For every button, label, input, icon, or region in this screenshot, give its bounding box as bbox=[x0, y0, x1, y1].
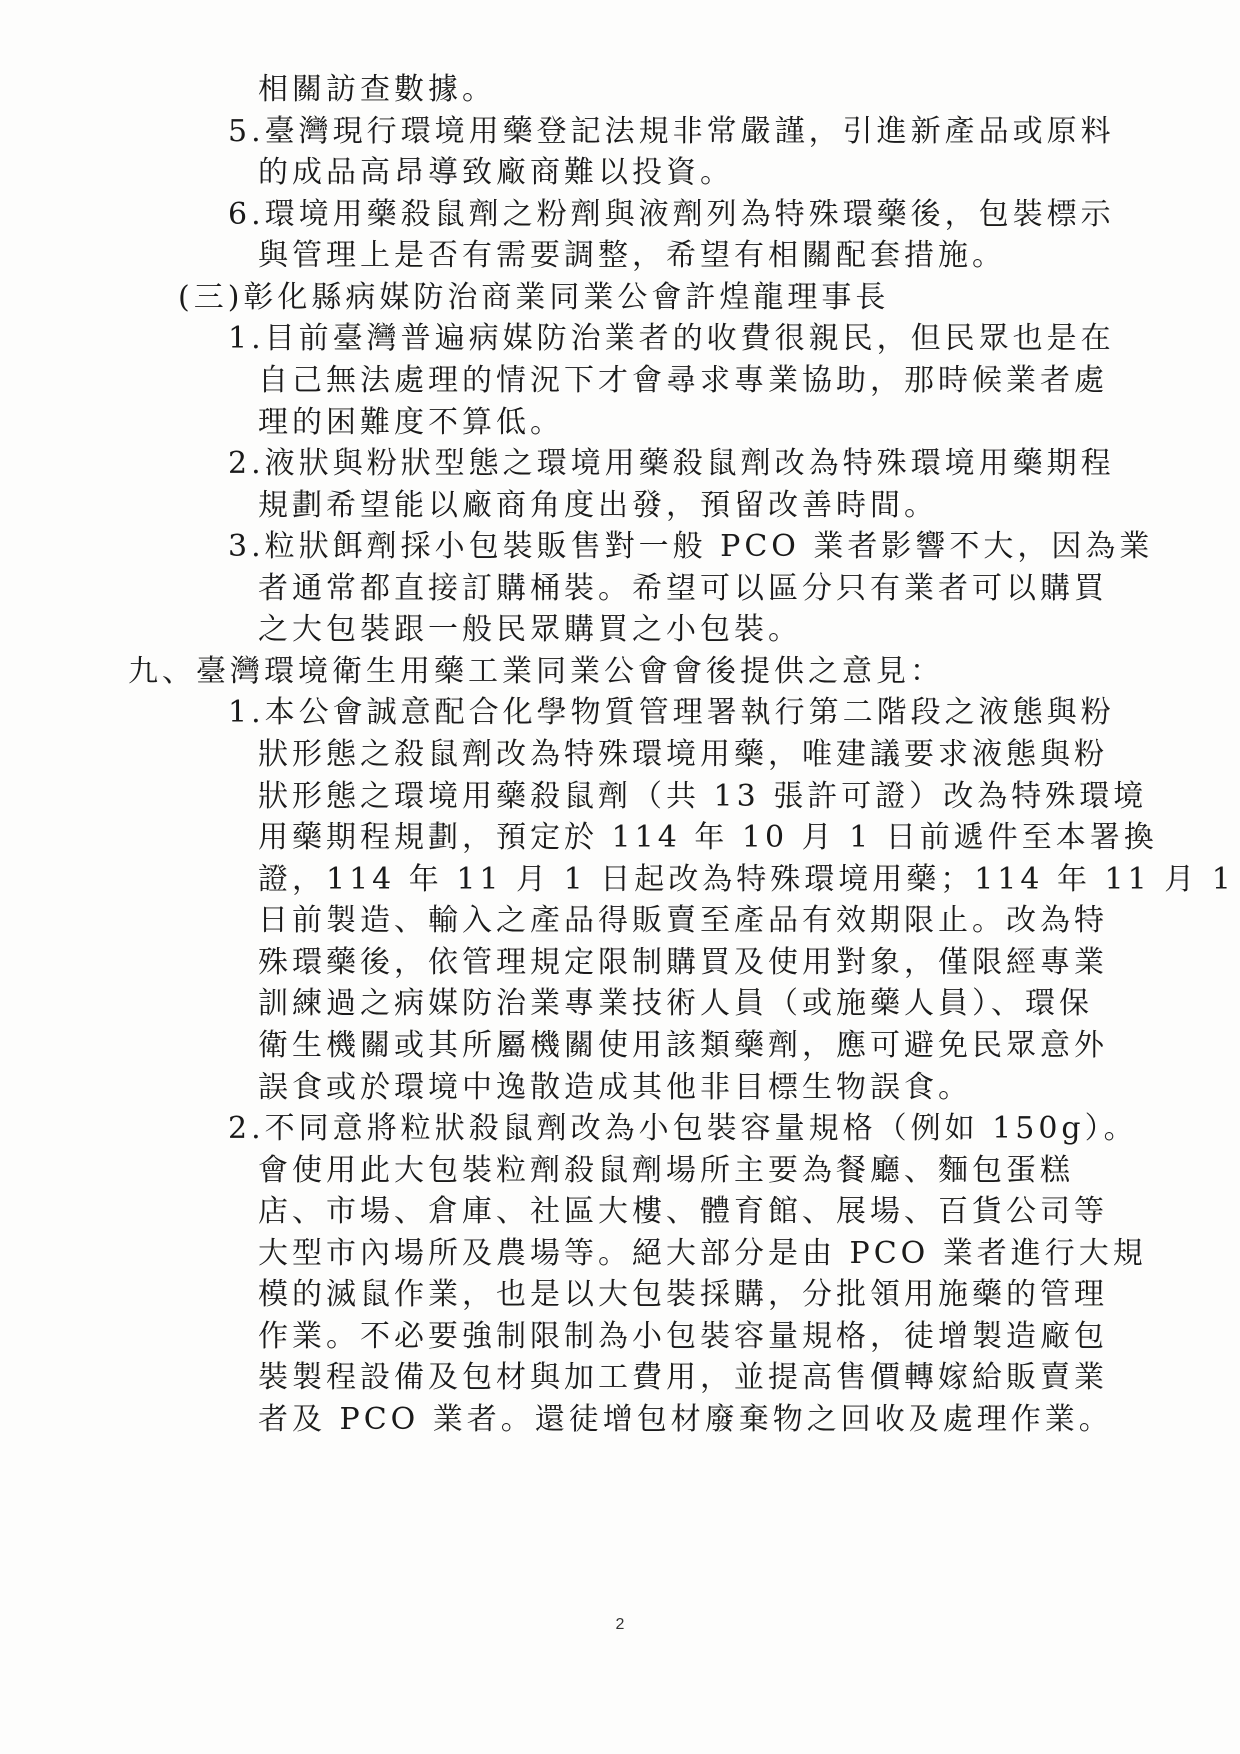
text-line: 模的滅鼠作業，也是以大包裝採購，分批領用施藥的管理 bbox=[258, 1277, 1108, 1312]
text-line: 3.粒狀餌劑採小包裝販售對一般 PCO 業者影響不大，因為業 bbox=[228, 529, 1154, 564]
text-line: 作業。不必要強制限制為小包裝容量規格，徒增製造廠包 bbox=[258, 1319, 1108, 1354]
text-line: 理的困難度不算低。 bbox=[258, 405, 564, 440]
text-line: 相關訪查數據。 bbox=[258, 72, 496, 107]
text-line: 狀形態之環境用藥殺鼠劑（共 13 張許可證）改為特殊環境 bbox=[258, 779, 1148, 814]
text-line: 裝製程設備及包材與加工費用，並提高售價轉嫁給販賣業 bbox=[258, 1360, 1108, 1395]
text-line: 之大包裝跟一般民眾購買之小包裝。 bbox=[258, 612, 802, 647]
text-line: 用藥期程規劃，預定於 114 年 10 月 1 日前遞件至本署換 bbox=[258, 820, 1158, 855]
page-number: 2 bbox=[615, 1616, 625, 1633]
text-line: 店、市場、倉庫、社區大樓、體育館、展場、百貨公司等 bbox=[258, 1194, 1108, 1229]
text-line: 會使用此大包裝粒劑殺鼠劑場所主要為餐廳、麵包蛋糕 bbox=[258, 1153, 1074, 1188]
text-line: 與管理上是否有需要調整，希望有相關配套措施。 bbox=[258, 238, 1006, 273]
text-line: 1.目前臺灣普遍病媒防治業者的收費很親民，但民眾也是在 bbox=[228, 321, 1115, 356]
text-line: 1.本公會誠意配合化學物質管理署執行第二階段之液態與粉 bbox=[228, 695, 1115, 730]
text-line: 證，114 年 11 月 1 日起改為特殊環境用藥；114 年 11 月 1 bbox=[258, 862, 1235, 897]
text-line: 狀形態之殺鼠劑改為特殊環境用藥，唯建議要求液態與粉 bbox=[258, 737, 1108, 772]
text-line: 2.不同意將粒狀殺鼠劑改為小包裝容量規格（例如 150g）。 bbox=[228, 1111, 1138, 1146]
text-line: 6.環境用藥殺鼠劑之粉劑與液劑列為特殊環藥後，包裝標示 bbox=[228, 197, 1115, 232]
text-line: 者及 PCO 業者。還徒增包材廢棄物之回收及處理作業。 bbox=[258, 1402, 1113, 1437]
text-line: 的成品高昂導致廠商難以投資。 bbox=[258, 155, 734, 190]
text-line: (三)彰化縣病媒防治商業同業公會許煌龍理事長 bbox=[178, 280, 890, 315]
text-line: 大型市內場所及農場等。絕大部分是由 PCO 業者進行大規 bbox=[258, 1236, 1147, 1271]
text-line: 自己無法處理的情況下才會尋求專業協助，那時候業者處 bbox=[258, 363, 1108, 398]
text-line: 者通常都直接訂購桶裝。希望可以區分只有業者可以購買 bbox=[258, 571, 1108, 606]
text-line: 九、臺灣環境衛生用藥工業同業公會會後提供之意見： bbox=[128, 654, 944, 689]
text-line: 訓練過之病媒防治業專業技術人員（或施藥人員）、環保 bbox=[258, 986, 1093, 1021]
text-line: 2.液狀與粉狀型態之環境用藥殺鼠劑改為特殊環境用藥期程 bbox=[228, 446, 1115, 481]
text-line: 誤食或於環境中逸散造成其他非目標生物誤食。 bbox=[258, 1070, 972, 1105]
text-line: 規劃希望能以廠商角度出發，預留改善時間。 bbox=[258, 488, 938, 523]
text-line: 殊環藥後，依管理規定限制購買及使用對象，僅限經專業 bbox=[258, 945, 1108, 980]
text-line: 日前製造、輸入之產品得販賣至產品有效期限止。改為特 bbox=[258, 903, 1108, 938]
text-line: 5.臺灣現行環境用藥登記法規非常嚴謹，引進新產品或原料 bbox=[228, 114, 1115, 149]
text-line: 衛生機關或其所屬機關使用該類藥劑，應可避免民眾意外 bbox=[258, 1028, 1108, 1063]
